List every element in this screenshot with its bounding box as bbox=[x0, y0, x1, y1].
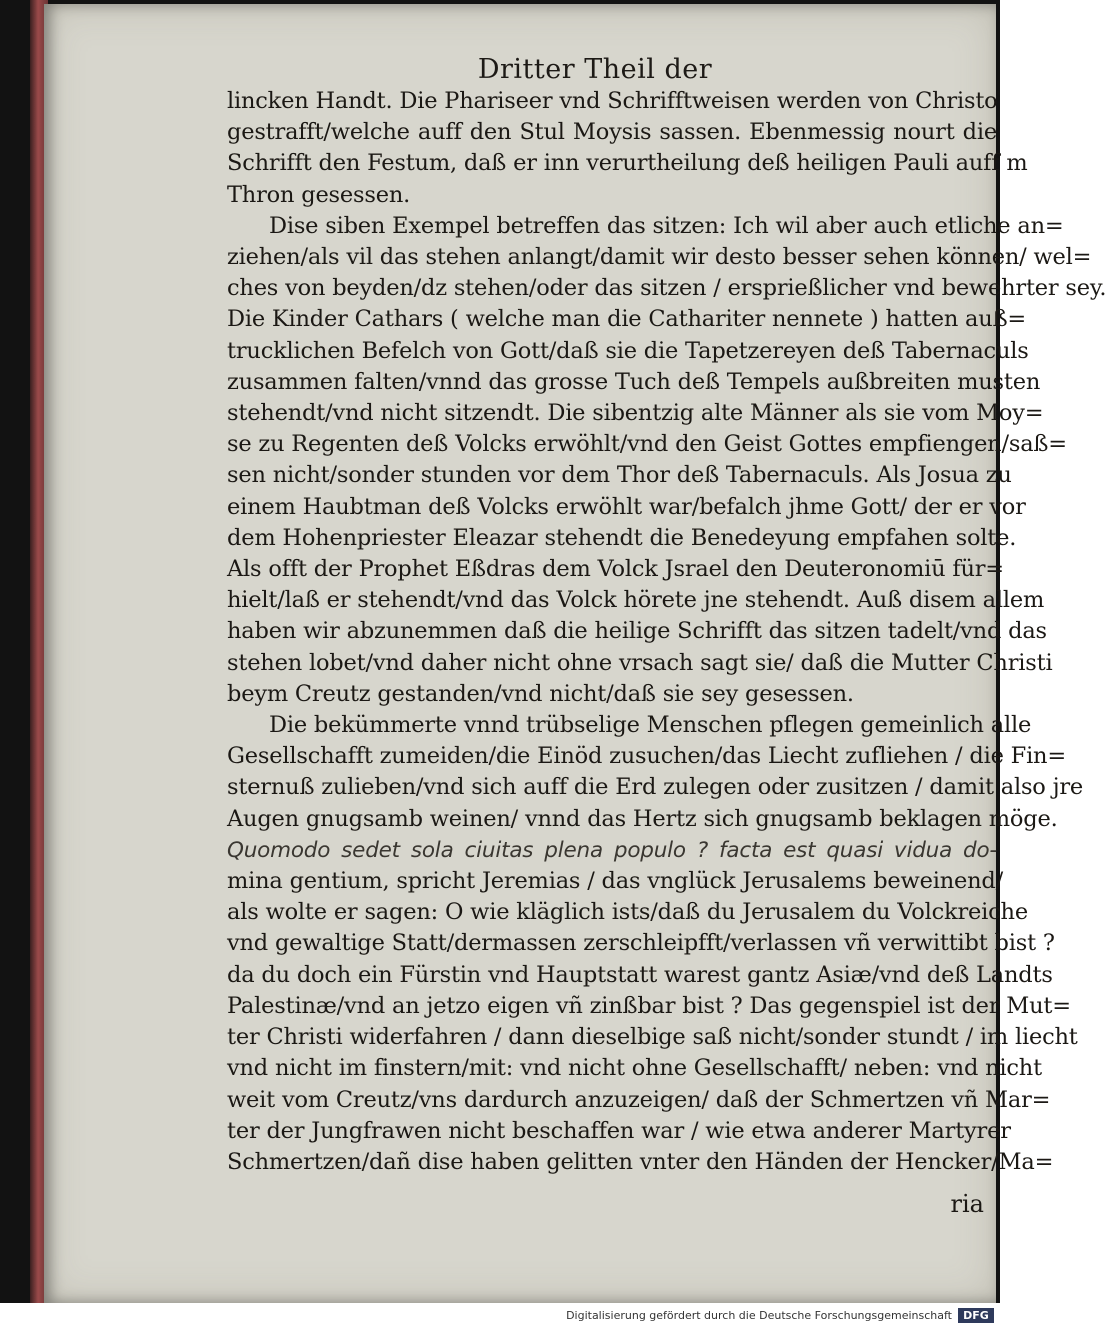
text-line: zusammen falten/vnnd das grosse Tuch deß Tempels außbreiten musten bbox=[227, 368, 1041, 395]
text-line: ter Christi widerfahren / dann dieselbige saß nicht/sonder stundt / im liecht bbox=[227, 1024, 1078, 1051]
text-line: Palestinæ/vnd an jetzo eigen vñ zinßbar bist ? Das gegenspiel ist der Mut= bbox=[227, 992, 1071, 1019]
text-line: ches von beyden/dz stehen/oder das sitzen / ersprießlicher vnd bewehrter sey. bbox=[227, 275, 1106, 302]
dfg-logo-icon: DFG bbox=[958, 1308, 994, 1323]
text-line: vnd gewaltige Statt/dermassen zerschleipfft/verlassen vñ verwittibt bist ? bbox=[227, 930, 1055, 957]
text-line: sternuß zulieben/vnd sich auff die Erd zulegen oder zusitzen / damit also jre bbox=[227, 774, 1084, 801]
text-line: Die Kinder Cathars ( welche man die Cathariter nennete ) hatten auß= bbox=[227, 306, 1027, 333]
text-line: ter der Jungfrawen nicht beschaffen war / wie etwa anderer Martyrer bbox=[227, 1117, 1011, 1144]
catchword: ria bbox=[950, 1190, 984, 1218]
text-line: da du doch ein Fürstin vnd Hauptstatt warest gantz Asiæ/vnd deß Landts bbox=[227, 961, 1053, 988]
text-line: dem Hohenpriester Eleazar stehendt die Benedeyung empfahen solte. bbox=[227, 524, 1017, 551]
text-line: mina gentium, spricht Jeremias / das vnglück Jerusalems beweinend/ bbox=[227, 868, 1003, 895]
text-line: sen nicht/sonder stunden vor dem Thor deß Tabernaculs. Als Josua zu bbox=[227, 462, 1012, 489]
body-text bbox=[227, 86, 1106, 1178]
text-line: se zu Regenten deß Volcks erwöhlt/vnd den Geist Gottes empfiengen/saß= bbox=[227, 431, 1067, 458]
text-line: Thron gesessen. bbox=[227, 181, 411, 208]
funding-credit: Digitalisierung gefördert durch die Deutsche Forschungsgemeinschaft bbox=[566, 1309, 952, 1322]
text-line: trucklichen Befelch von Gott/daß sie die Tapetzereyen deß Tabernaculs bbox=[227, 337, 1029, 364]
text-line: stehendt/vnd nicht sitzendt. Die sibentzig alte Männer als sie vom Moy= bbox=[227, 400, 1044, 427]
book-page bbox=[44, 4, 1106, 1303]
text-line: vnd nicht im finstern/mit: vnd nicht ohne Gesellschafft/ neben: vnd nicht bbox=[227, 1055, 1042, 1082]
text-line: Dise siben Exempel betreffen das sitzen: Ich wil aber auch etliche an= bbox=[269, 212, 1064, 239]
text-line: weit vom Creutz/vns dardurch anzuzeigen/ daß der Schmertzen vñ Mar= bbox=[227, 1086, 1051, 1113]
text-line: haben wir abzunemmen daß die heilige Schrifft das sitzen tadelt/vnd das bbox=[227, 618, 1047, 645]
text-line: Schrifft den Festum, daß er inn verurtheilung deß heiligen Pauli auff m bbox=[227, 150, 1028, 177]
text-line: hielt/laß er stehendt/vnd das Volck hörete jne stehendt. Auß disem allem bbox=[227, 587, 1045, 614]
text-line: lincken Handt. Die Phariseer vnd Schrifftweisen werden von Christo bbox=[227, 88, 998, 114]
text-line: Augen gnugsamb weinen/ vnnd das Hertz sich gnugsamb beklagen möge. bbox=[227, 805, 1058, 832]
text-line: einem Haubtman deß Volcks erwöhlt war/befalch jhme Gott/ der er vor bbox=[227, 493, 1026, 520]
running-head: Dritter Theil der bbox=[477, 54, 713, 85]
text-line: ziehen/als vil das stehen anlangt/damit wir desto besser sehen können/ wel= bbox=[227, 244, 1092, 271]
text-line: Gesellschafft zumeiden/die Einöd zusuchen/das Liecht zufliehen / die Fin= bbox=[227, 743, 1067, 770]
text-line: gestrafft/welche auff den Stul Moysis sassen. Ebenmessig nourt die bbox=[227, 119, 997, 146]
footer-bar bbox=[0, 1303, 1000, 1329]
text-line: Als offt der Prophet Eßdras dem Volck Jsrael den Deuteronomiū für= bbox=[227, 556, 1004, 583]
text-line: Schmertzen/dañ dise haben gelitten vnter den Händen der Hencker/Ma= bbox=[227, 1148, 1054, 1175]
text-line: beym Creutz gestanden/vnd nicht/daß sie sey gesessen. bbox=[227, 680, 854, 707]
text-line: Quomodo sedet sola ciuitas plena populo ? facta est quasi vidua do- bbox=[227, 837, 997, 863]
text-line: Die bekümmerte vnnd trübselige Menschen pflegen gemeinlich alle bbox=[269, 712, 1032, 739]
text-line: stehen lobet/vnd daher nicht ohne vrsach sagt sie/ daß die Mutter Christi bbox=[227, 649, 1053, 676]
text-line: als wolte er sagen: O wie kläglich ists/daß du Jerusalem du Volckreiche bbox=[227, 899, 1028, 926]
